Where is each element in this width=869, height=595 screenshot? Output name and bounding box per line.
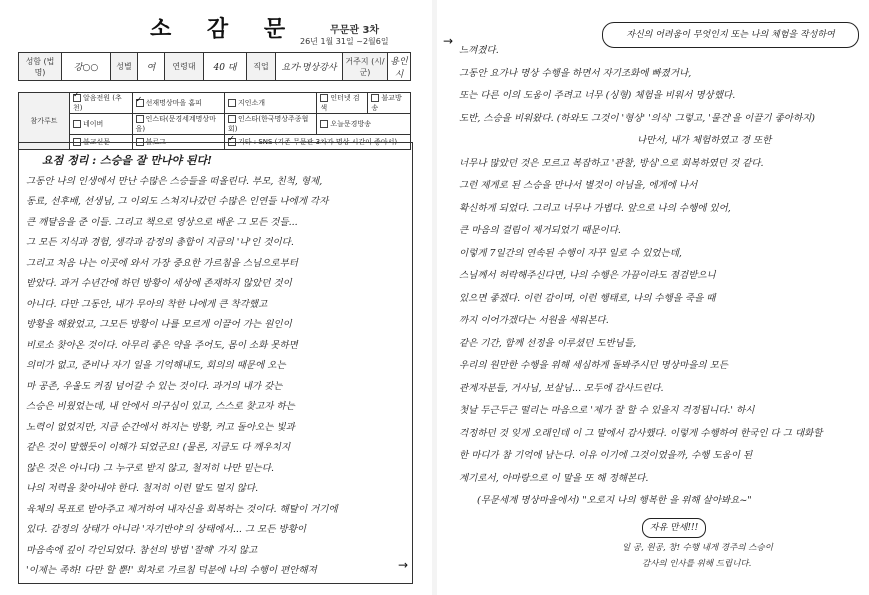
residence-label: 거주지 (시/군) (343, 53, 388, 81)
essay-line: 않은 것은 아니다) 그 누구로 받지 않고, 철저히 나만 믿는다. (26, 462, 274, 474)
essay-line: 마음속에 깊이 각인되었다. 참선의 방법 '잘해' 가지 않고 (26, 544, 258, 556)
essay-line: 동료, 선후배, 선생님, 그 이외도 스쳐지나갔던 수많은 인연들 나에게 각자 (26, 196, 329, 207)
route-option[interactable]: ✓선재명상마을 홈피 (132, 93, 224, 114)
essay-line: 너무나 많았던 것은 모르고 복잡하고 '관찰, 방심'으로 회복하였던 것 같다. (459, 157, 764, 169)
essay-line: 큰 마음의 걸림이 제거되었기 때문이다. (459, 225, 621, 236)
essay-line: 그동안 요가나 명상 수행을 하면서 자기조화에 빠졌거나, (459, 67, 692, 79)
margin-callout: 자신의 어려움이 무엇인지 또는 나의 체험을 작성하여 (602, 22, 859, 48)
essay-line: 나만서, 내가 체험하였고 경 또한 (637, 135, 772, 146)
essay-line: 같은 것이 말했듯이 이해가 되었군요! (물론, 지금도 다 깨우치지 (26, 442, 291, 453)
essay-line: 스승은 비웠었는데, 내 안에서 의구심이 있고, 스스로 찾고자 하는 (26, 401, 295, 412)
essay-line: 또는 다른 이의 도움이 주려고 너무 (싱형) 체험을 비워서 명상했다. (459, 90, 736, 101)
essay-line: 한 마디가 참 기억에 남는다. 이유 이기에 그것이었을까, 수행 도움이 된 (459, 450, 753, 461)
essay-line: 비로소 찾아온 것이다. 아무리 좋은 약을 주어도, 몸이 소화 못하면 (26, 339, 298, 351)
essay-line: 그 모든 지식과 경험, 생각과 감정의 총합이 지금의 '나'인 것이다. (26, 237, 294, 248)
form-round: 무문관 3차 (330, 25, 380, 36)
essay-line: 까지 이어가겠다는 서원을 세워본다. (459, 315, 609, 326)
essay-line: 도반, 스승을 비워왔다. (하와도 그것이 '형상' '의식' 그렇고, '물건'을 이끌기 좋아하지) (459, 112, 816, 124)
right-page (437, 0, 869, 595)
essay-line: 받았다. 과거 수년간에 하던 방황이 세상에 존재하지 않았던 것이 (26, 278, 292, 289)
route-option[interactable]: 인터넷 검색 (317, 93, 368, 114)
checkbox-icon[interactable] (136, 115, 144, 123)
name-value: 강○○ (62, 53, 111, 81)
route-option[interactable]: 오늘문경방송 (317, 114, 411, 135)
stamp-note: 자유 만세!!! (642, 518, 706, 538)
checkbox-icon[interactable] (320, 120, 328, 128)
form-title: 소 감 문 (150, 17, 300, 42)
checkbox-icon[interactable] (320, 94, 328, 102)
route-label: 참가루트 (19, 93, 70, 150)
route-option[interactable]: 불교신문 (70, 135, 133, 150)
checkbox-icon[interactable] (73, 120, 81, 128)
checkbox-icon[interactable] (228, 99, 236, 107)
essay-line: '이제는 족하! 다만 할 뿐!' 회차로 가르침 덕분에 나의 수행이 편안해져 (26, 565, 317, 576)
essay-line: 관계자분들, 거사님, 보살님... 모두에 감사드린다. (459, 382, 664, 394)
essay-line: 느껴졌다. (459, 45, 499, 56)
route-option[interactable]: ✓알음전원 (추천) (70, 93, 133, 114)
essay-line: 나의 저력을 찾아내야 한다. 철저히 이런 말도 멀지 않다. (26, 483, 259, 494)
route-option[interactable]: 인스타(문경세계명상마을) (132, 114, 224, 135)
essay-line: 그런 제게로 된 스승을 만나서 별것이 아님을, 에게에 나서 (459, 180, 698, 191)
gender-value: 여 (138, 53, 165, 81)
gender-label: 성별 (111, 53, 138, 81)
essay-line: 있다. 감정의 상태가 아니라 '자기반야'의 상태에서... 그 모든 방황이 (26, 524, 307, 535)
checkbox-icon[interactable] (136, 99, 144, 107)
essay-line: 큰 깨달음을 준 이들. 그리고 책으로 영상으로 배운 그 모든 것들... (26, 216, 298, 228)
job-label: 직업 (247, 53, 276, 81)
form-period: 26년 1월 31일 ~2월6일 (300, 37, 389, 46)
essay-line: 마 공존, 우울도 커짐 넘어갈 수 있는 것이다. 과거의 내가 갖는 (26, 380, 283, 392)
essay-line: 노력이 없었지만, 지금 순간에서 하지는 방황, 커고 돌아오는 빛과 (26, 421, 295, 433)
essay-line: 우리의 원만한 수행을 위해 세심하게 돌봐주시던 명상마을의 모든 (459, 360, 728, 371)
essay-line: 그리고 처음 나는 이곳에 와서 가장 중요한 가르침을 스님으로부터 (26, 257, 298, 269)
closing-quote: (무문세계 명상마을에서) "오로지 나의 행복한 을 위해 살아봐요~" (477, 495, 752, 506)
checkbox-icon[interactable] (228, 115, 236, 123)
essay-line: 의미가 없고, 준비나 자기 일을 기억해내도, 회의의 때문에 오는 (26, 360, 286, 371)
essay-line: 아니다. 다만 그동안, 내가 무아의 착한 나에게 큰 착각했고 (26, 298, 268, 310)
essay-line: 같은 기간, 함께 선정을 이루셨던 도반님들, (459, 337, 637, 349)
route-option[interactable]: 불교방송 (368, 93, 411, 114)
essay-line: 있으면 좋겠다. 이런 감이며, 이런 행태로, 나의 수행을 죽을 때 (459, 292, 716, 304)
footnote-line: 일 공, 원공, 창! 수행 내게 경주의 스승이 (622, 543, 773, 553)
age-label: 연령대 (165, 53, 204, 81)
route-option[interactable]: 지인소개 (224, 93, 316, 114)
essay-line: 육체의 목표로 받아주고 제거하여 내자신을 회복하는 것이다. 해탈이 거기에 (26, 503, 338, 515)
checkbox-icon[interactable] (73, 94, 81, 102)
left-page (0, 0, 432, 595)
job-value: 요가·명상강사 (276, 53, 343, 81)
essay-line: 계기로서, 아마랑으로 이 말을 또 해 정해본다. (459, 472, 649, 484)
essay-line: 스님께서 허락해주신다면, 나의 수행은 가끔이라도 점검받으니 (459, 270, 716, 281)
essay-line: 확신하게 되었다. 그리고 너무나 가볍다. 앞으로 나의 수행에 있어, (459, 202, 731, 214)
essay-line: 걱정하던 것 잊게 오래인데 이 그 말에서 감사했다. 이렇게 수행하여 한국인 다 그 대화할 (459, 427, 823, 439)
continue-arrow-icon: → (398, 558, 409, 572)
essay-line: 첫날 두근두근 떨리는 마음으로 '제가 잘 할 수 있을지 걱정됩니다.' 하시 (459, 405, 755, 416)
checkbox-icon[interactable] (371, 94, 379, 102)
age-value: 40 대 (204, 53, 247, 81)
participant-info-table (18, 52, 411, 81)
residence-value: 용인시 (388, 53, 411, 81)
essay-line: 이렇게 7일간의 연속된 수행이 자꾸 일로 수 있었는데, (459, 247, 682, 259)
route-option[interactable]: 블로그 (132, 135, 224, 150)
summary-heading: 요점 정리 : 스승을 잘 만나야 된다! (42, 154, 213, 167)
route-option[interactable]: 인스타(한국명상주종협회) (224, 114, 316, 135)
footnote-line: 감사의 인사를 위해 드립니다. (642, 559, 752, 569)
continue-arrow-icon: → (443, 34, 454, 48)
essay-line: 그동안 나의 인생에서 만난 수많은 스승들을 떠올린다. 부모, 친척, 형제, (26, 175, 323, 187)
essay-line: 방황을 해왔었고, 그모든 방황이 나를 모르게 이끌어 가는 원인이 (26, 319, 292, 330)
name-label: 성함 (법명) (19, 53, 62, 81)
route-option[interactable]: ✓ 기타 : SNS (기존 무문관 3차가 명상 시간이 좋아서) (224, 135, 410, 150)
route-option[interactable]: 네이버 (70, 114, 133, 135)
